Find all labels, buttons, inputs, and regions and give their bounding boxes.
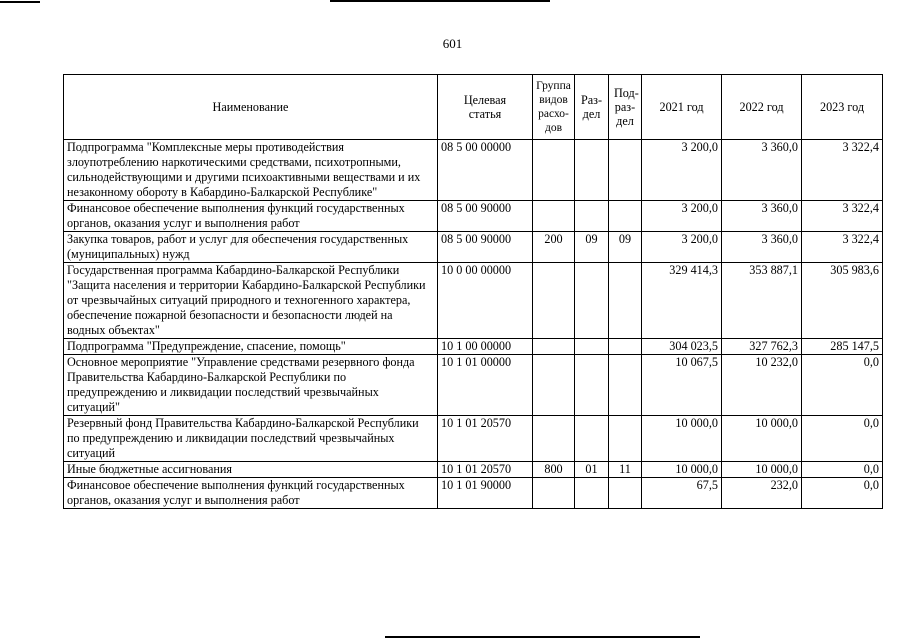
- cell-2022: 327 762,3: [722, 339, 802, 355]
- cell-2021: 10 000,0: [642, 416, 722, 462]
- cell-section: [575, 140, 609, 201]
- cell-2021: 10 067,5: [642, 355, 722, 416]
- cell-section: 09: [575, 232, 609, 263]
- cell-2021: 3 200,0: [642, 232, 722, 263]
- header-expense-group: Группа видов расхо-дов: [533, 75, 575, 140]
- header-name: Наименование: [64, 75, 438, 140]
- cell-name: Резервный фонд Правительства Кабардино-Балкарской Республики по предупреждению и ликвидации последствий чрезвычайных ситуаций: [64, 416, 438, 462]
- cell-expense-group: [533, 201, 575, 232]
- cell-2023: 3 322,4: [802, 201, 883, 232]
- cell-2022: 10 232,0: [722, 355, 802, 416]
- cell-target-article: 10 1 01 00000: [438, 355, 533, 416]
- cell-2022: 10 000,0: [722, 416, 802, 462]
- budget-table: [63, 74, 883, 509]
- cell-section: [575, 201, 609, 232]
- cell-target-article: 10 1 01 90000: [438, 478, 533, 509]
- cell-2022: 3 360,0: [722, 140, 802, 201]
- cell-expense-group: [533, 478, 575, 509]
- cell-expense-group: [533, 339, 575, 355]
- table-header-row: [64, 75, 883, 140]
- cell-section: [575, 263, 609, 339]
- header-target-article: Целевая статья: [438, 75, 533, 140]
- cell-2021: 304 023,5: [642, 339, 722, 355]
- cell-2021: 67,5: [642, 478, 722, 509]
- table-row: [64, 478, 883, 509]
- cell-target-article: 10 1 00 00000: [438, 339, 533, 355]
- table-row: [64, 201, 883, 232]
- cell-2023: 285 147,5: [802, 339, 883, 355]
- header-2023: 2023 год: [802, 75, 883, 140]
- cell-target-article: 08 5 00 90000: [438, 201, 533, 232]
- header-subsection: Под-раз-дел: [609, 75, 642, 140]
- cell-section: [575, 339, 609, 355]
- cell-subsection: [609, 263, 642, 339]
- cell-2022: 10 000,0: [722, 462, 802, 478]
- header-2022: 2022 год: [722, 75, 802, 140]
- cell-expense-group: [533, 140, 575, 201]
- scan-artifact-line: [385, 636, 700, 638]
- cell-2022: 3 360,0: [722, 232, 802, 263]
- cell-subsection: [609, 140, 642, 201]
- cell-name: Иные бюджетные ассигнования: [64, 462, 438, 478]
- cell-2021: 3 200,0: [642, 140, 722, 201]
- cell-subsection: 09: [609, 232, 642, 263]
- table-row: [64, 355, 883, 416]
- table-row: [64, 462, 883, 478]
- header-section: Раз-дел: [575, 75, 609, 140]
- cell-subsection: [609, 339, 642, 355]
- cell-2023: 3 322,4: [802, 140, 883, 201]
- cell-subsection: [609, 416, 642, 462]
- cell-target-article: 10 1 01 20570: [438, 462, 533, 478]
- cell-name: Основное мероприятие "Управление средствами резервного фонда Правительства Кабардино-Балкарской Республики по предупреждению и ликвидации последствий чрезвычайных ситуаций": [64, 355, 438, 416]
- cell-name: Финансовое обеспечение выполнения функций государственных органов, оказания услуг и выполнения работ: [64, 478, 438, 509]
- header-2021: 2021 год: [642, 75, 722, 140]
- cell-expense-group: [533, 263, 575, 339]
- cell-subsection: [609, 201, 642, 232]
- cell-2022: 3 360,0: [722, 201, 802, 232]
- cell-2021: 3 200,0: [642, 201, 722, 232]
- cell-name: Подпрограмма "Комплексные меры противодействия злоупотреблению наркотическими средствами, психотропными, сильнодействующими и другими психоактивными веществами и их незаконному обороту в Кабардино-Балкарской Республике": [64, 140, 438, 201]
- cell-target-article: 10 0 00 00000: [438, 263, 533, 339]
- cell-name: Закупка товаров, работ и услуг для обеспечения государственных (муниципальных) нужд: [64, 232, 438, 263]
- cell-section: [575, 355, 609, 416]
- cell-target-article: 10 1 01 20570: [438, 416, 533, 462]
- table-row: [64, 416, 883, 462]
- scan-artifact-line: [330, 0, 550, 2]
- cell-2023: 0,0: [802, 478, 883, 509]
- cell-name: Государственная программа Кабардино-Балкарской Республики "Защита населения и территории Кабардино-Балкарской Республики от чрезвычайных ситуаций природного и техногенного характера, обеспечение пожарной безопасности и безопасности людей на водных объектах": [64, 263, 438, 339]
- table-row: [64, 140, 883, 201]
- cell-2023: 0,0: [802, 462, 883, 478]
- table-row: [64, 263, 883, 339]
- cell-section: [575, 478, 609, 509]
- cell-subsection: [609, 478, 642, 509]
- cell-section: [575, 416, 609, 462]
- cell-subsection: [609, 355, 642, 416]
- cell-expense-group: 800: [533, 462, 575, 478]
- cell-section: 01: [575, 462, 609, 478]
- cell-name: Финансовое обеспечение выполнения функций государственных органов, оказания услуг и выполнения работ: [64, 201, 438, 232]
- cell-2022: 353 887,1: [722, 263, 802, 339]
- table-row: [64, 232, 883, 263]
- page-number: 601: [442, 36, 463, 51]
- cell-2021: 329 414,3: [642, 263, 722, 339]
- cell-2023: 305 983,6: [802, 263, 883, 339]
- cell-2023: 0,0: [802, 416, 883, 462]
- cell-2022: 232,0: [722, 478, 802, 509]
- cell-target-article: 08 5 00 90000: [438, 232, 533, 263]
- cell-subsection: 11: [609, 462, 642, 478]
- cell-2023: 3 322,4: [802, 232, 883, 263]
- cell-2021: 10 000,0: [642, 462, 722, 478]
- scan-artifact-line: [0, 1, 40, 3]
- cell-target-article: 08 5 00 00000: [438, 140, 533, 201]
- cell-expense-group: [533, 355, 575, 416]
- cell-expense-group: [533, 416, 575, 462]
- cell-2023: 0,0: [802, 355, 883, 416]
- cell-name: Подпрограмма "Предупреждение, спасение, помощь": [64, 339, 438, 355]
- table-row: [64, 339, 883, 355]
- cell-expense-group: 200: [533, 232, 575, 263]
